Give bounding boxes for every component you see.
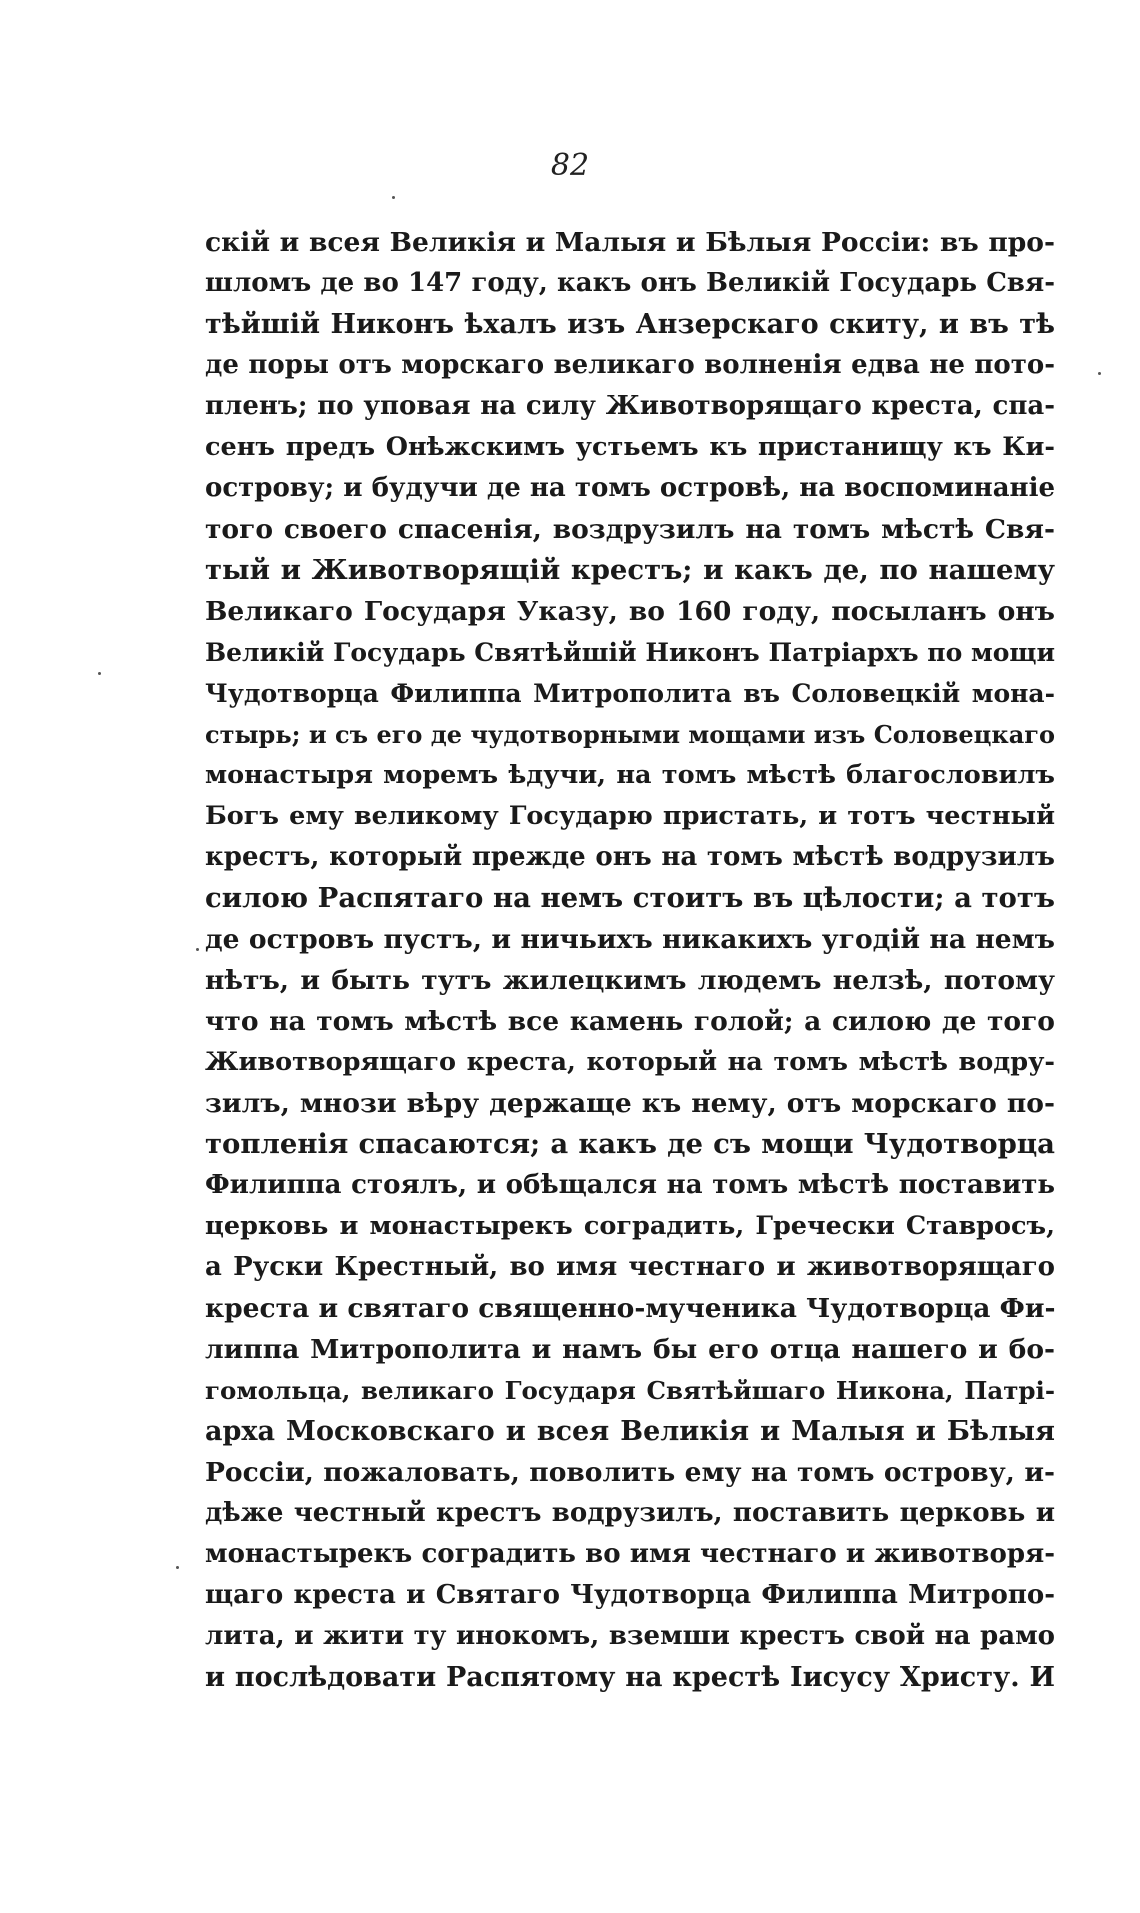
text-line: топленія спасаются; а какъ де съ мощи Чудотворца (205, 1128, 1055, 1160)
text-line: Великаго Государя Указу, во 160 году, посыланъ онъ (205, 596, 1055, 627)
text-line: Чудотворца Филиппа Митрополита въ Соловецкій мона- (205, 679, 1055, 708)
text-line: щаго креста и Святаго Чудотворца Филиппа Митропо- (205, 1580, 1055, 1610)
text-line: креста и святаго священно-мученика Чудотворца Фи- (205, 1293, 1056, 1324)
text-line: тый и Животворящій крестъ; и какъ де, по нашему (205, 554, 1055, 586)
text-line: липпа Митрополита и намъ бы его отца нашего и бо- (205, 1334, 1055, 1365)
scan-speck (98, 672, 101, 675)
text-line: силою Распятаго на немъ стоитъ въ цѣлости; а тотъ (205, 882, 1055, 914)
text-line: шломъ де во 147 году, какъ онъ Великій Государь Свя- (205, 268, 1055, 298)
text-line: что на томъ мѣстѣ все камень голой; а силою де того (205, 1006, 1055, 1037)
text-line: Богъ ему великому Государю пристать, и тотъ честный (205, 801, 1055, 831)
text-line: того своего спасенія, воздрузилъ на томъ мѣстѣ Свя- (205, 514, 1055, 545)
text-line: и послѣдовати Распятому на крестѣ Іисусу Христу. И (205, 1662, 1055, 1693)
text-line: Животворящаго креста, который на томъ мѣстѣ водру- (205, 1047, 1055, 1077)
text-line: Великій Государь Святѣйшій Никонъ Патріархъ по мощи (205, 638, 1055, 667)
text-line: церковь и монастырекъ соградить, Гречески Ставросъ, (205, 1211, 1055, 1241)
text-line: пленъ; по уповая на силу Животворящаго креста, спа- (205, 391, 1055, 421)
text-line: тѣйшій Никонъ ѣхалъ изъ Анзерскаго скиту, и въ тѣ (205, 309, 1055, 340)
text-line: Филиппа стоялъ, и обѣщался на томъ мѣстѣ поставить (205, 1170, 1055, 1200)
text-line: Россіи, пожаловать, поволить ему на томъ острову, и- (205, 1457, 1055, 1488)
text-line: а Руски Крестный, во имя честнаго и животворящаго (205, 1252, 1055, 1282)
body-text (205, 222, 1055, 1698)
text-line: де островъ пустъ, и ничьихъ никакихъ угодій на немъ (205, 924, 1055, 955)
text-line: острову; и будучи де на томъ островѣ, на воспоминаніе (205, 473, 1055, 503)
text-line: сенъ предъ Онѣжскимъ устьемъ къ пристанищу къ Ки- (205, 432, 1055, 462)
text-line: скій и всея Великія и Малыя и Бѣлыя Россіи: въ про- (205, 227, 1055, 258)
text-line: монастыря моремъ ѣдучи, на томъ мѣстѣ благословилъ (205, 760, 1055, 790)
text-line: лита, и жити ту инокомъ, вземши крестъ свой на рамо (205, 1621, 1055, 1651)
text-line: стырь; и съ его де чудотворными мощами изъ Соловецкаго (205, 720, 1055, 749)
scan-speck (1098, 372, 1101, 375)
text-line: нѣтъ, и быть тутъ жилецкимъ людемъ нелзѣ, потому (205, 965, 1055, 996)
scan-speck (176, 1566, 179, 1569)
text-line: зилъ, мнози вѣру держаще къ нему, отъ морскаго по- (205, 1088, 1055, 1119)
text-line: монастырекъ соградить во имя честнаго и животворя- (205, 1539, 1055, 1569)
text-line: гомольца, великаго Государя Святѣйшаго Никона, Патрі- (205, 1376, 1055, 1405)
page-number: 82 (550, 148, 590, 183)
text-line: де поры отъ морскаго великаго волненія едва не пото- (205, 350, 1055, 380)
text-line: дѣже честный крестъ водрузилъ, поставить церковь и (205, 1498, 1055, 1528)
scan-speck (392, 196, 395, 199)
scan-speck (196, 948, 199, 951)
text-line: арха Московскаго и всея Великія и Малыя и Бѣлыя (205, 1416, 1055, 1447)
text-line: крестъ, который прежде онъ на томъ мѣстѣ водрузилъ (205, 842, 1055, 872)
